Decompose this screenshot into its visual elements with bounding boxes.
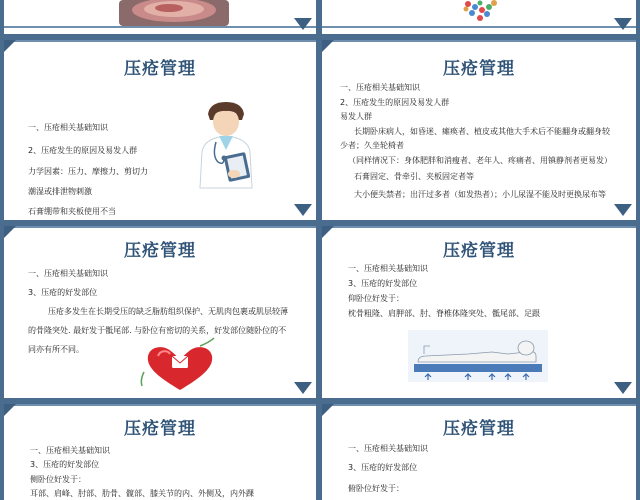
- slide-3: [4, 226, 316, 398]
- text-line: 长期卧床病人，如昏迷、瘫痪者、植皮或其他大手术后不能翻身或翻身较: [354, 127, 610, 136]
- text-line: 3、压疮的好发部位: [30, 460, 100, 469]
- text-line: （同样情况下：身体肥胖和消瘦者、老年人、疼痛者、用镇静剂者更易发）: [348, 156, 612, 165]
- wound-photo: [119, 0, 229, 26]
- slide-title: 压疮管理: [443, 241, 515, 261]
- text-line: 3、压疮的好发部位: [348, 463, 418, 472]
- text-line: 力学因素：压力、摩擦力、剪切力: [28, 167, 148, 176]
- text-line: 2、压疮发生的原因及易发人群: [28, 146, 138, 155]
- triangle-marker: [294, 382, 312, 394]
- triangle-marker: [614, 204, 632, 216]
- slide-1: [4, 40, 316, 220]
- slide-top-right: [322, 0, 636, 34]
- slide-top-bar: [4, 404, 316, 406]
- slide-divider: [322, 26, 636, 28]
- text-line: 石膏固定、骨牵引、夹板固定者等: [354, 172, 474, 181]
- heart-icons-graphic: [460, 0, 500, 24]
- text-line: 一、压疮相关基础知识: [28, 123, 108, 132]
- text-line: 侧卧位好发于：: [30, 475, 86, 484]
- text-line: 2、压疮发生的原因及易发人群: [340, 98, 450, 107]
- slide-title: 压疮管理: [443, 419, 515, 439]
- slide-top-bar: [322, 40, 636, 42]
- text-line: 一、压疮相关基础知识: [340, 83, 420, 92]
- slide-4: [322, 226, 636, 398]
- text-line: 一、压疮相关基础知识: [30, 446, 110, 455]
- text-line: 易发人群: [340, 112, 372, 121]
- triangle-marker: [294, 204, 312, 216]
- text-line: 3、压疮的好发部位: [348, 279, 418, 288]
- triangle-marker: [294, 18, 312, 30]
- triangle-marker: [614, 382, 632, 394]
- text-line: 耳部、肩峰、肘部、肋骨、髋部、膝关节的内、外侧及，内外踝: [30, 489, 254, 498]
- text-line: 一、压疮相关基础知识: [348, 444, 428, 453]
- text-line: 枕骨粗隆、肩胛部、肘、脊椎体隆突处、骶尾部、足跟: [348, 309, 540, 318]
- text-line: 石膏绷带和夹板使用不当: [28, 207, 116, 216]
- text-line: 仰卧位好发于：: [348, 294, 404, 303]
- text-line: 少者；久坐轮椅者: [340, 141, 404, 150]
- triangle-marker: [4, 40, 16, 52]
- text-line: 一、压疮相关基础知识: [28, 269, 108, 278]
- heart-illustration: [140, 342, 220, 392]
- text-line: 俯卧位好发于：: [348, 484, 404, 493]
- text-line: 大小便失禁者；出汗过多者（如发热者）；小儿尿湿不能及时更换尿布等: [354, 190, 606, 199]
- slide-top-bar: [322, 226, 636, 228]
- slide-top-bar: [4, 40, 316, 42]
- text-line: 一、压疮相关基础知识: [348, 264, 428, 273]
- text-paragraph: 压疮多发生在长期受压的缺乏脂肪组织保护、无肌肉包裹或肌层较薄的骨隆突处. 最好发于骶尾部. 与卧位有密切的关系，好发部位随卧位的不同亦有所不同。: [28, 307, 288, 354]
- triangle-marker: [322, 40, 334, 52]
- slide-top-bar: [322, 404, 636, 406]
- slide-title: 压疮管理: [124, 241, 196, 261]
- slide-title: 压疮管理: [124, 59, 196, 79]
- slide-5: [4, 404, 316, 500]
- doctor-illustration: [194, 98, 258, 188]
- slide-top-left: [4, 0, 316, 34]
- slide-title: 压疮管理: [443, 59, 515, 79]
- supine-position-illustration: [408, 330, 548, 382]
- text-line: 潮湿或排泄物刺激: [28, 187, 92, 196]
- slide-6: [322, 404, 636, 500]
- triangle-marker: [614, 18, 632, 30]
- slide-top-bar: [4, 226, 316, 228]
- text-line: 3、压疮的好发部位: [28, 288, 98, 297]
- slide-divider: [4, 26, 316, 28]
- slide-2: [322, 40, 636, 220]
- slide-title: 压疮管理: [124, 419, 196, 439]
